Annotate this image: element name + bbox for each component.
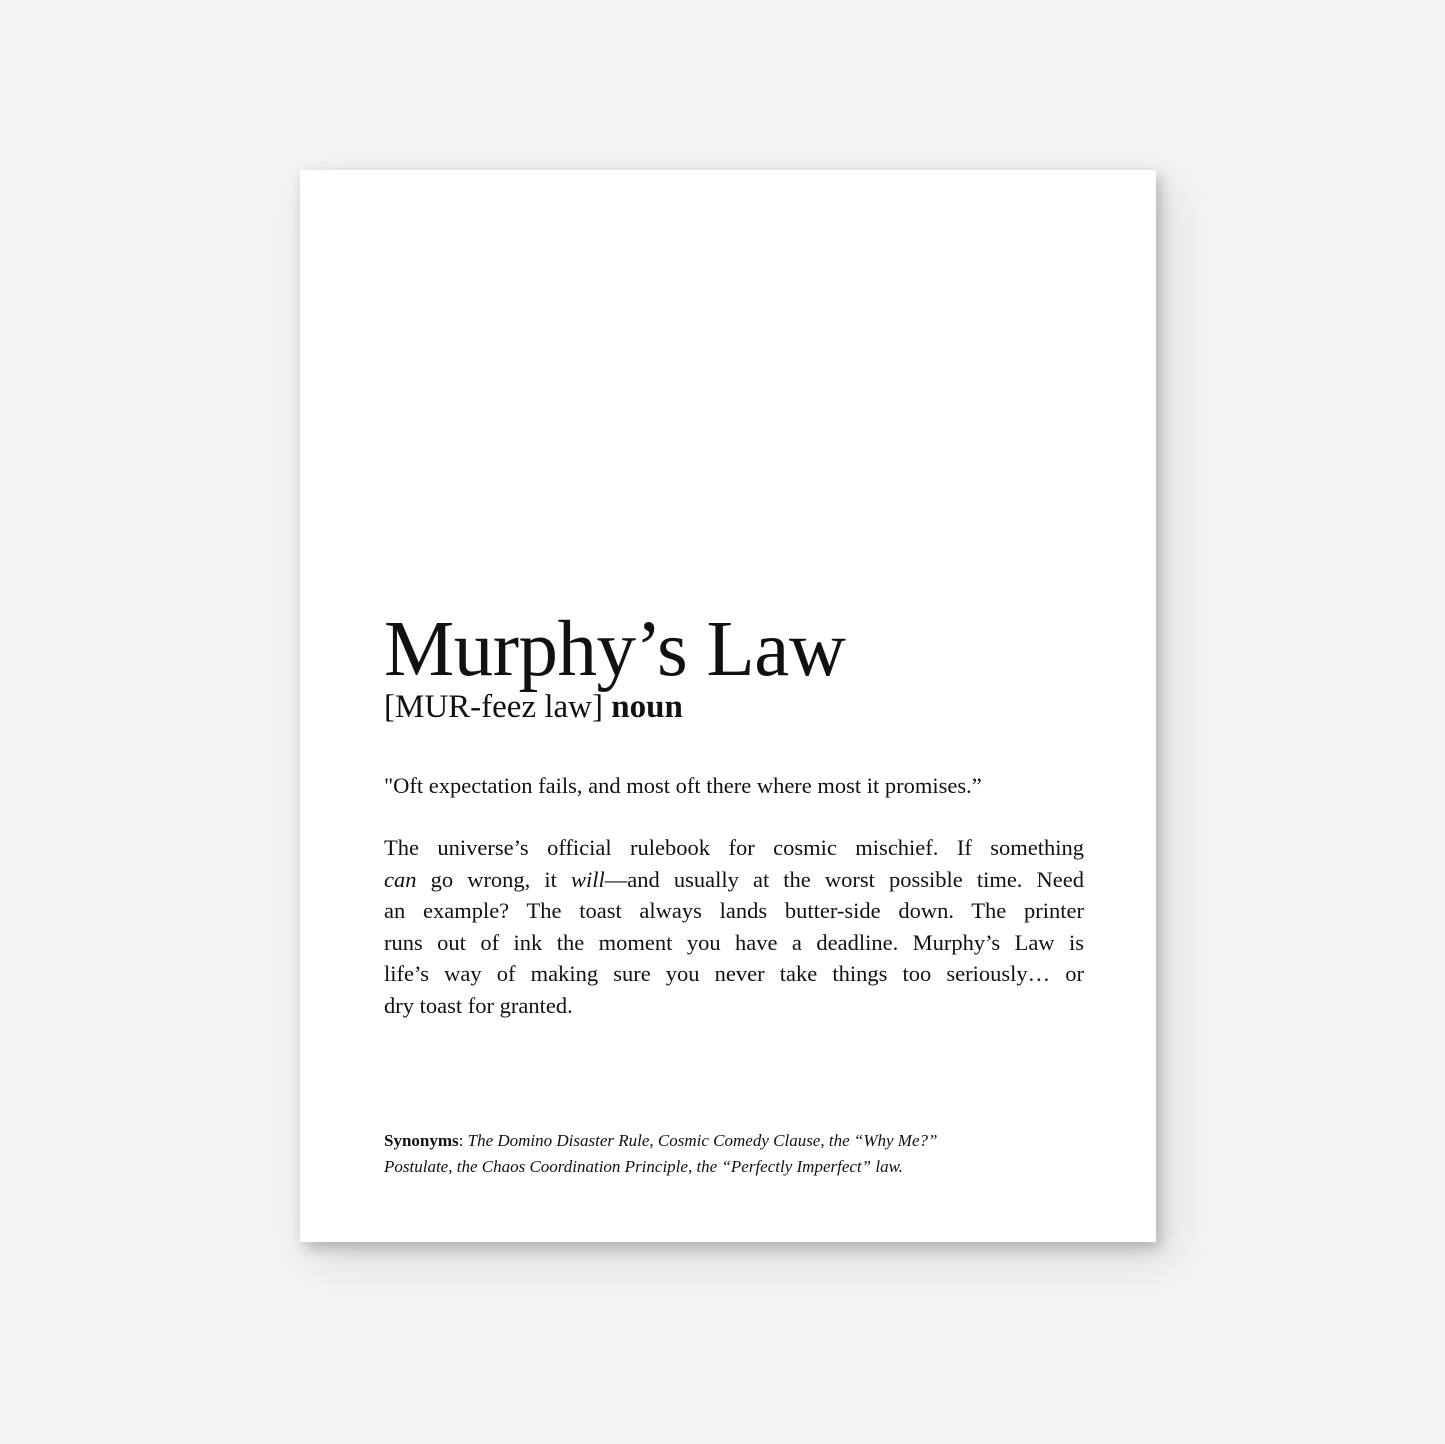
definition-line: runs out of ink the moment you have a deadline. Murphy’s Law is: [384, 929, 1084, 955]
definition-text: go wrong, it: [416, 866, 572, 892]
definition-line: life’s way of making sure you never take things too seriously… or: [384, 961, 1084, 986]
synonyms-line: [384, 1128, 1084, 1154]
definition-line: an example? The toast always lands butter-side down. The printer: [384, 898, 1084, 923]
synonyms-label: Synonyms: [384, 1131, 459, 1150]
definition-line: [384, 864, 1084, 896]
synonyms-block: [384, 1128, 1084, 1180]
definition-line: dry toast for granted.: [384, 992, 573, 1018]
entry-definition: [384, 832, 1084, 1021]
pronunciation-line: [384, 691, 1084, 724]
entry-quote: "Oft expectation fails, and most oft there where most it promises.”: [384, 773, 982, 798]
emphasis-will: will: [571, 866, 605, 892]
entry-title: Murphy’s Law: [384, 606, 846, 693]
emphasis-can: can: [384, 866, 417, 892]
pronunciation: [MUR-feez law]: [384, 689, 603, 725]
part-of-speech: noun: [611, 689, 683, 725]
definition-text: —and usually at the worst possible time. Need: [604, 866, 1085, 892]
synonyms-text: The Domino Disaster Rule, Cosmic Comedy Clause, the “Why Me?”: [467, 1131, 938, 1150]
definition-line: The universe’s official rulebook for cosmic mischief. If something: [384, 835, 1084, 860]
synonyms-separator: :: [458, 1131, 468, 1150]
definition-poster: [300, 170, 1156, 1242]
synonyms-line: Postulate, the Chaos Coordination Principle, the “Perfectly Imperfect” law.: [384, 1157, 903, 1176]
entry-content: [384, 606, 1085, 1021]
